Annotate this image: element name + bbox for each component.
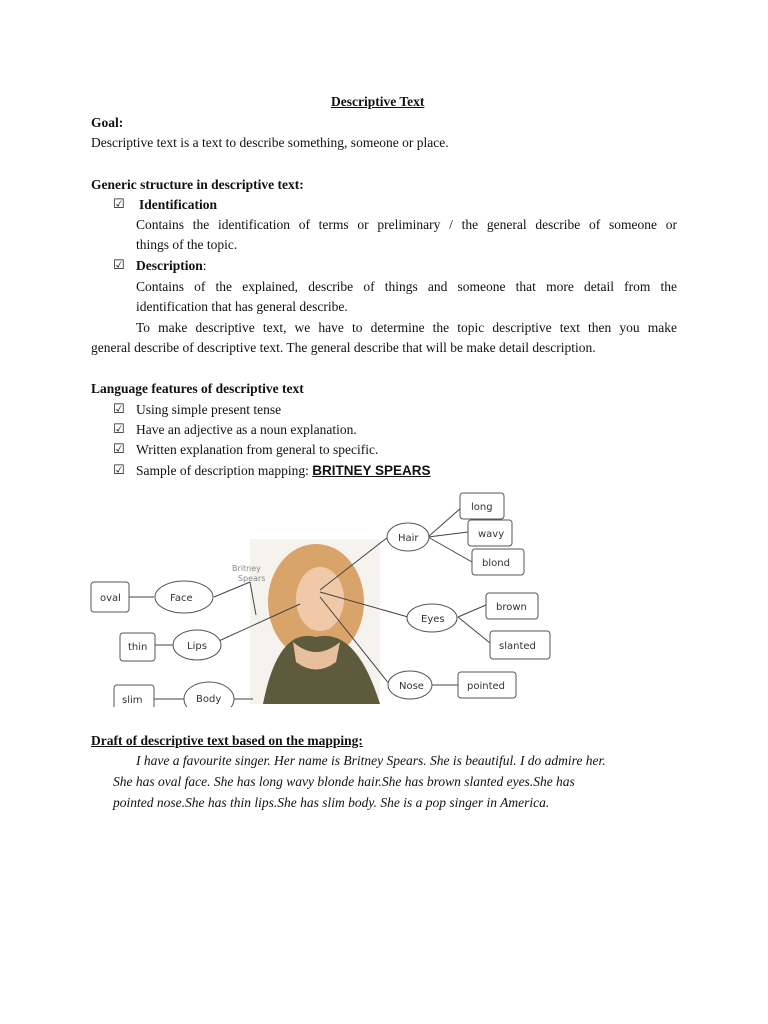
document-title: Descriptive Text bbox=[331, 94, 425, 109]
node-label-oval: oval bbox=[100, 593, 121, 604]
checkbox-icon: ☑ bbox=[113, 422, 125, 437]
node-label-nose: Nose bbox=[399, 681, 424, 692]
checkbox-icon: ☑ bbox=[113, 258, 125, 273]
checkbox-icon: ☑ bbox=[113, 197, 125, 212]
structure-heading: Generic structure in descriptive text: bbox=[91, 177, 304, 192]
draft-heading: Draft of descriptive text based on the mapping: bbox=[91, 733, 363, 748]
draft-line-2: She has oval face. She has long wavy blonde hair.She has brown slanted eyes.She has bbox=[113, 774, 575, 789]
node-label-slim: slim bbox=[122, 695, 143, 706]
draft-line-3: pointed nose.She has thin lips.She has slim body. She is a pop singer in America. bbox=[113, 795, 550, 810]
draft-line-1: I have a favourite singer. Her name is Britney Spears. She is beautiful. I do admire her. bbox=[136, 753, 606, 768]
description-colon: : bbox=[202, 258, 207, 273]
node-label-body: Body bbox=[196, 694, 222, 705]
node-label-face: Face bbox=[170, 593, 193, 604]
feature-item: Written explanation from general to specific. bbox=[136, 442, 379, 457]
checkbox-icon: ☑ bbox=[113, 442, 125, 457]
identification-line-2: things of the topic. bbox=[136, 237, 238, 252]
node-label-brown: brown bbox=[496, 602, 527, 613]
node-label-slanted: slanted bbox=[499, 641, 536, 652]
node-label-pointed: pointed bbox=[467, 681, 506, 692]
description-line-2: identification that has general describe. bbox=[136, 299, 348, 314]
node-label-thin: thin bbox=[128, 642, 148, 653]
description-line-1: Contains of the explained, describe of things and someone that more detail from the bbox=[136, 279, 677, 294]
language-heading: Language features of descriptive text bbox=[91, 381, 304, 396]
node-label-long: long bbox=[471, 502, 493, 513]
node-label-eyes: Eyes bbox=[421, 614, 445, 625]
checkbox-icon: ☑ bbox=[113, 463, 125, 478]
node-label-blond: blond bbox=[482, 558, 510, 569]
goal-text: Descriptive text is a text to describe something, someone or place. bbox=[91, 135, 449, 150]
sample-subject: BRITNEY SPEARS bbox=[312, 463, 431, 478]
singer-photo bbox=[250, 539, 380, 704]
paragraph-line-2: general describe of descriptive text. The general describe that will be make detail description. bbox=[91, 340, 596, 355]
checkbox-icon: ☑ bbox=[113, 402, 125, 417]
identification-heading: Identification bbox=[139, 197, 218, 212]
identification-line-1: Contains the identification of terms or preliminary / the general describe of someone or bbox=[136, 217, 677, 232]
description-heading-row bbox=[136, 258, 207, 274]
feature-sample-label: Sample of description mapping: bbox=[136, 463, 313, 478]
feature-item: Have an adjective as a noun explanation. bbox=[136, 422, 357, 437]
photo-caption: Britney bbox=[232, 564, 261, 573]
feature-item bbox=[136, 463, 431, 479]
node-label-lips: Lips bbox=[187, 641, 207, 652]
description-mapping-diagram bbox=[88, 487, 568, 707]
node-label-wavy: wavy bbox=[478, 529, 505, 540]
paragraph-line-1: To make descriptive text, we have to determine the topic descriptive text then you make bbox=[136, 320, 677, 335]
goal-heading: Goal: bbox=[91, 115, 124, 130]
photo-caption: Spears bbox=[238, 574, 266, 583]
feature-item: Using simple present tense bbox=[136, 402, 282, 417]
node-label-hair: Hair bbox=[398, 533, 419, 544]
description-heading: Description bbox=[136, 258, 203, 273]
